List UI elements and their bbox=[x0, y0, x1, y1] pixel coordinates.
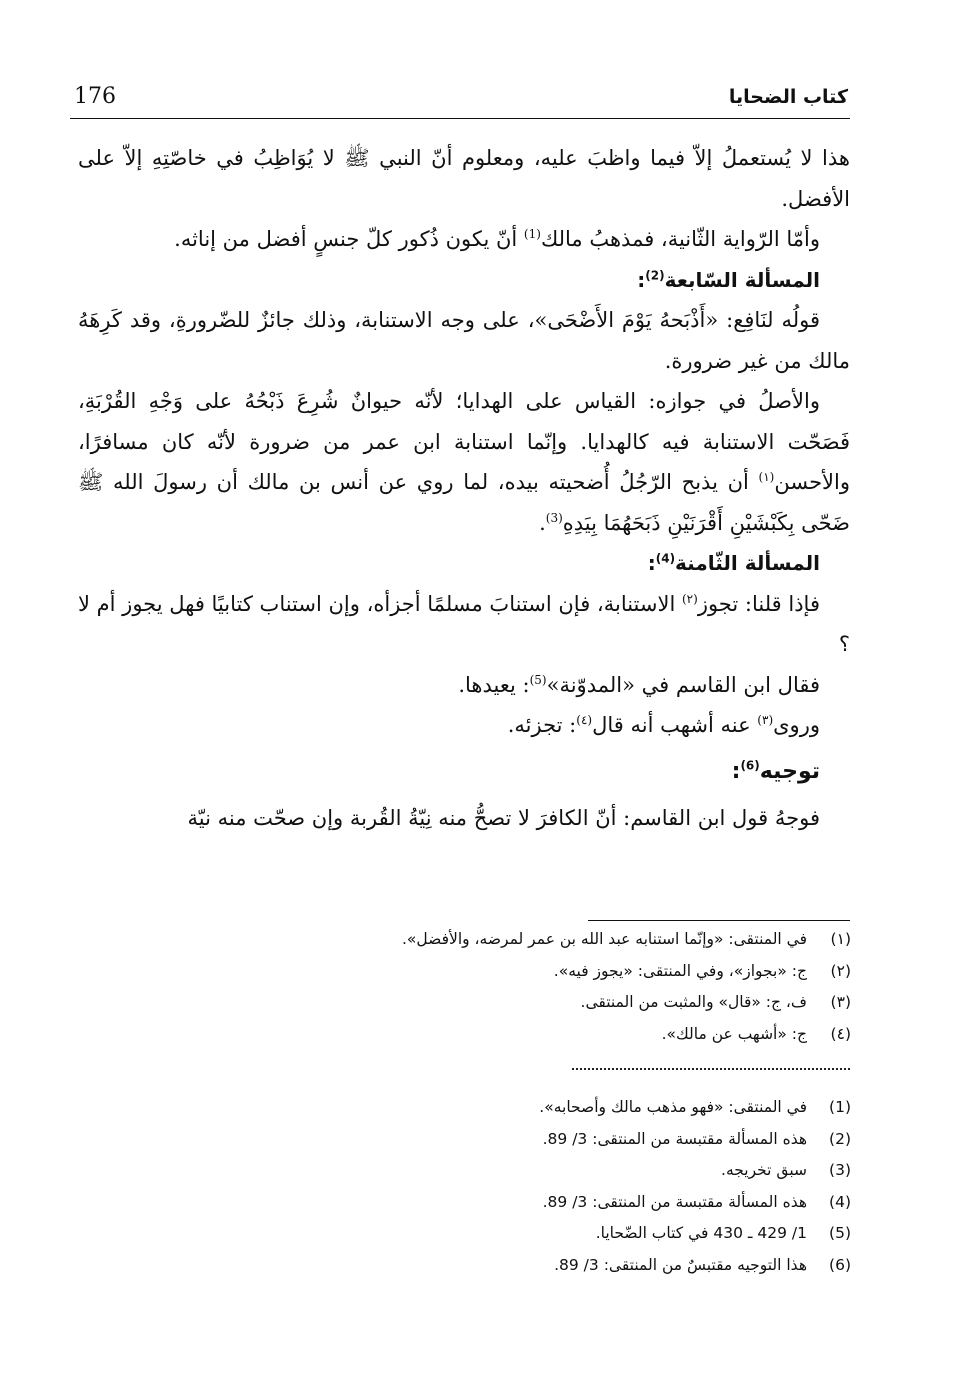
footnote-ref: (١) bbox=[758, 470, 775, 484]
footnote: (3)سبق تخريجه. bbox=[721, 1161, 851, 1179]
footnote: (2)هذه المسألة مقتبسة من المنتقى: 3/ 89. bbox=[542, 1129, 851, 1148]
section-heading: المسألة السّابعة$^{(2)}$: bbox=[637, 267, 820, 292]
footnote-ref: (6) bbox=[740, 758, 760, 773]
footnote-ref: (٢) bbox=[681, 591, 698, 606]
footnote-ref: (2) bbox=[645, 267, 665, 282]
footnote: (١)في المنتقى: «وإنّما استنابه عبد الله بن عمر لمرضه، والأفضل». bbox=[401, 930, 851, 948]
paragraph: قولُه لنَافِع: «أَذْبَحهُ يَوْمَ الأَضْحَى»، على وجه الاستنابة، وذلك جائزٌ للضّرورةِ، وقد كَرِهَهُ مالك من غير ضرورة. bbox=[78, 308, 850, 373]
paragraph: والأصلُ في جوازه: القياس على الهدايا؛ لأنّه حيوانٌ شُرِعَ ذَبْحُهُ على وَجْهِ القُرْبَةِ، فَصَحّت الاستنابة فيه كالهدايا. وإنّما استنابة ابن عمر من ضرورة لأنّه كان مسافرًا، والأحسن$^{(١)}$ أن يذبح الرّجُلُ أُضحيته بيده، لما روي عن أنس بن مالك أن رسولَ الله ﷺ ضَحّى بِكَبْشَيْنِ أَقْرَنَيْنِ ذَبَحَهُمَا بِيَدِهِ$^{(3)}$. bbox=[78, 389, 850, 535]
footnote: (٢)ج: «بجواز»، وفي المنتقى: «يجوز فيه». bbox=[553, 961, 851, 980]
footnote: (٣)ف، ج: «قال» والمثبت من المنتقى. bbox=[580, 993, 851, 1011]
section-heading: المسألة الثّامنة$^{(4)}$: bbox=[647, 551, 820, 575]
main-text bbox=[78, 138, 850, 839]
footnote-divider bbox=[588, 920, 850, 921]
paragraph: هذا لا يُستعملُ إلاّ فيما واظبَ عليه، ومعلوم أنّ النبي ﷺ لا يُوَاظِبُ في خاصّتِهِ إلاّ على الأفضل. bbox=[78, 146, 850, 211]
footnote-ref: (1) bbox=[523, 227, 541, 241]
footnote-ref: (5) bbox=[529, 672, 547, 687]
footnote-ref: (3) bbox=[545, 510, 563, 525]
paragraph: وروى$^{(٣)}$ عنه أشهب أنه قال$^{(٤)}$: تجزئه. bbox=[507, 713, 820, 737]
footnote: (٤)ج: «أشهب عن مالك». bbox=[661, 1024, 851, 1043]
running-title: كتاب الضحايا bbox=[728, 86, 848, 108]
footnote-dotted-divider bbox=[572, 1068, 850, 1070]
page-number: 176 bbox=[74, 84, 116, 109]
paragraph: فإذا قلنا: تجوز$^{(٢)}$ الاستنابة، فإن استنابَ مسلمًا أجزأه، وإن استناب كتابيًا فهل يجوز أم لا ؟ bbox=[78, 591, 850, 656]
paragraph: وأمّا الرّواية الثّانية، فمذهبُ مالك$^{(1)}$ أنّ يكون ذُكور كلّ جنسٍ أفضل من إناثه. bbox=[174, 227, 820, 251]
section-heading: توجيه$^{(6)}$: bbox=[731, 758, 820, 784]
paragraph: فوجهُ قول ابن القاسم: أنّ الكافرَ لا تصحُّ منه نِيّةُ القُربة وإن صحّت منه نيّة bbox=[187, 806, 820, 830]
footnote-ref: (٣) bbox=[757, 713, 774, 727]
footnotes-manuscript bbox=[402, 924, 851, 1050]
footnote: (5)1/ 429 ـ 430 في كتاب الضّحايا. bbox=[595, 1224, 851, 1242]
footnote-ref: (4) bbox=[655, 551, 676, 566]
footnote-ref: (٤) bbox=[576, 713, 593, 727]
footnotes-editorial bbox=[539, 1092, 851, 1281]
footnote: (6)هذا التوجيه مقتبسٌ من المنتقى: 3/ 89. bbox=[554, 1255, 851, 1274]
footnote: (1)في المنتقى: «فهو مذهب مالك وأصحابه». bbox=[539, 1098, 851, 1116]
footnote: (4)هذه المسألة مقتبسة من المنتقى: 3/ 89. bbox=[542, 1192, 851, 1211]
page-header bbox=[70, 84, 850, 119]
paragraph: فقال ابن القاسم في «المدوّنة»$^{(5)}$: يعيدها. bbox=[458, 672, 820, 697]
